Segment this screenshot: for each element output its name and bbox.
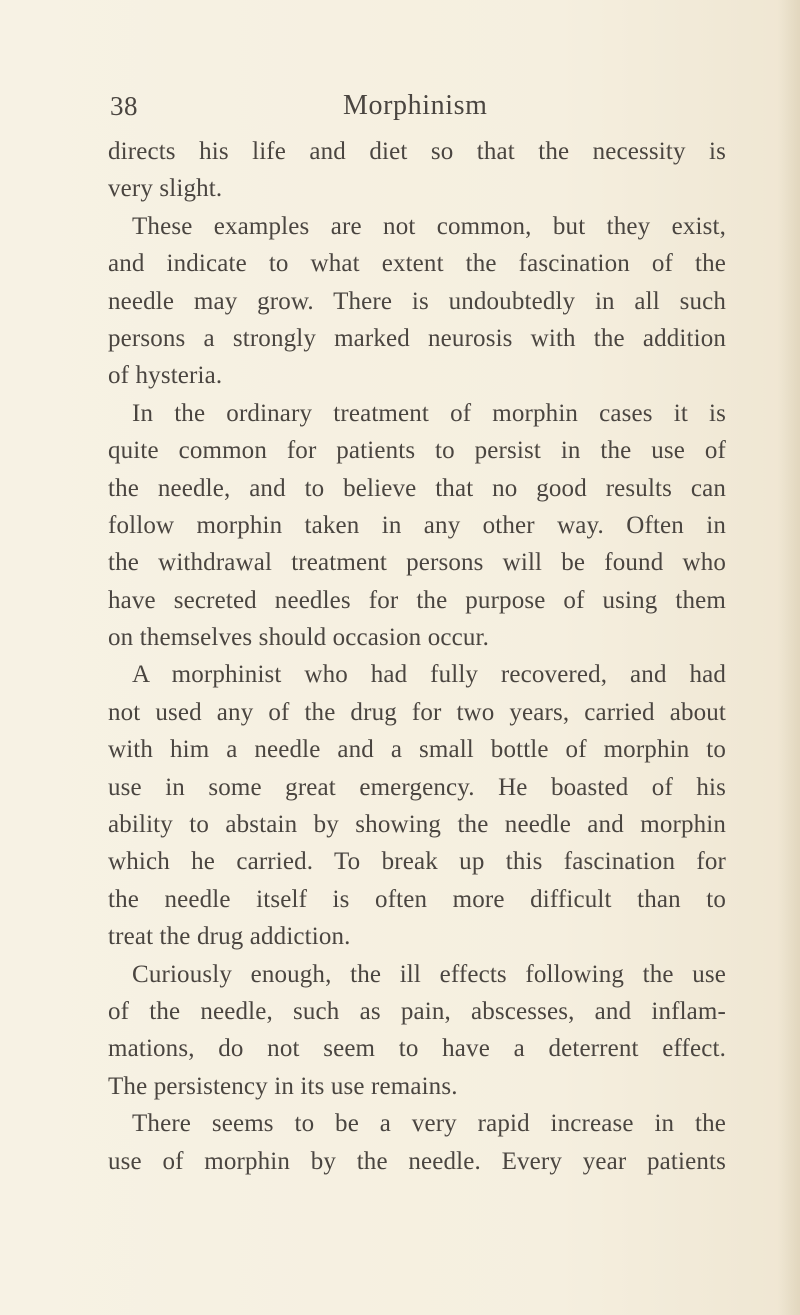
page-edge-shadow	[778, 0, 800, 1315]
page-number: 38	[110, 91, 138, 121]
text-line: follow morphin taken in any other way. Often in	[108, 511, 726, 539]
text-line: use in some great emergency. He boasted of his	[108, 773, 726, 801]
text-line: use of morphin by the needle. Every year patients	[108, 1147, 726, 1175]
body-text	[108, 133, 726, 1180]
text-line: the needle itself is often more difficult than to	[108, 885, 726, 913]
running-title: Morphinism	[343, 90, 488, 121]
text-line: of the needle, such as pain, abscesses, and inflam-	[108, 997, 726, 1025]
text-line: have secreted needles for the purpose of using them	[108, 586, 726, 614]
text-line: These examples are not common, but they exist,	[132, 212, 726, 240]
text-line: mations, do not seem to have a deterrent effect.	[108, 1035, 726, 1063]
text-line: treat the drug addiction.	[108, 923, 351, 951]
text-line: very slight.	[108, 175, 223, 203]
text-line: A morphinist who had fully recovered, and had	[132, 661, 726, 689]
text-line: the needle, and to believe that no good results can	[108, 474, 726, 502]
text-line: which he carried. To break up this fascination for	[108, 848, 726, 876]
text-line: persons a strongly marked neurosis with the addition	[108, 324, 726, 352]
text-line: of hysteria.	[108, 362, 223, 390]
text-line: directs his life and diet so that the necessity is	[108, 138, 726, 165]
text-line: The persistency in its use remains.	[108, 1072, 458, 1100]
text-line: not used any of the drug for two years, carried about	[108, 698, 726, 726]
text-line: the withdrawal treatment persons will be found who	[108, 549, 726, 577]
running-head	[110, 86, 710, 126]
text-line: quite common for patients to persist in the use of	[108, 437, 726, 465]
text-line: with him a needle and a small bottle of morphin to	[108, 736, 726, 764]
text-line: ability to abstain by showing the needle and morphin	[108, 811, 726, 839]
text-line: There seems to be a very rapid increase in the	[132, 1110, 726, 1138]
text-line: In the ordinary treatment of morphin cases it is	[132, 399, 726, 427]
text-line: needle may grow. There is undoubtedly in all such	[108, 287, 726, 315]
text-line: and indicate to what extent the fascination of the	[108, 250, 726, 278]
text-line: on themselves should occasion occur.	[108, 624, 490, 652]
text-line: Curiously enough, the ill effects following the use	[132, 960, 726, 988]
